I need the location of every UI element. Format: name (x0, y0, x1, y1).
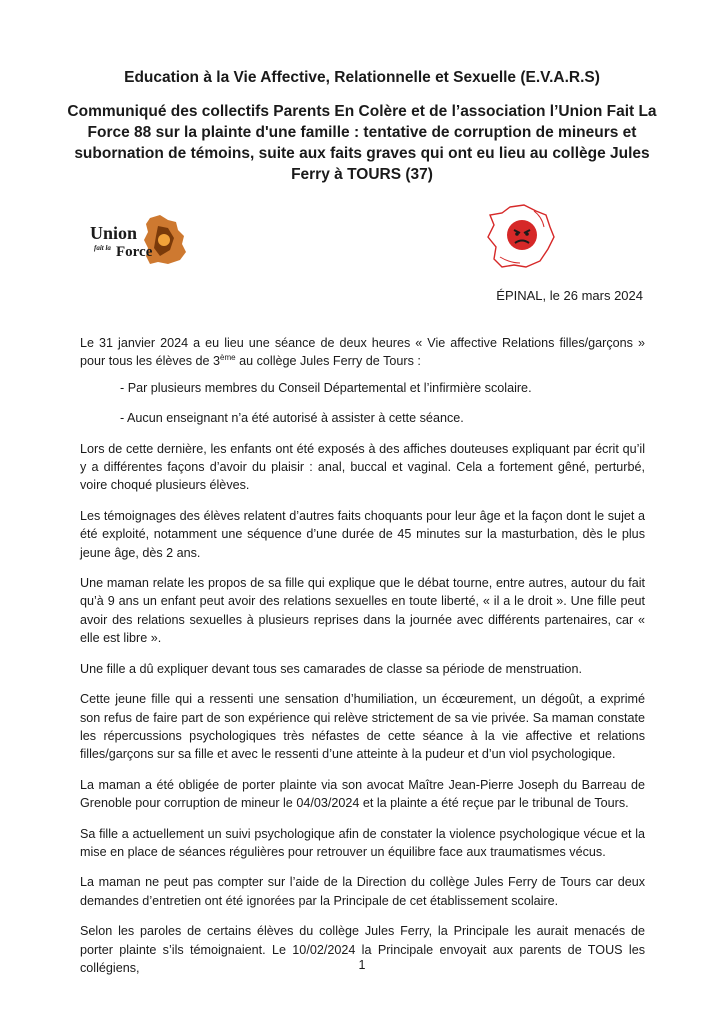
document-title: Education à la Vie Affective, Relationnelle et Sexuelle (E.V.A.R.S) (124, 69, 600, 86)
paragraph: Cette jeune fille qui a ressenti une sensation d’humiliation, un écœurement, un dégoût, a exprimé son refus de faire part de son expérience qui relève strictement de sa vie privée. Sa maman constate les répercussions psychologiques très néfastes de cette séance à la vie affective et relations filles/garçons sur sa fille et avec le ressenti d’une atteinte à la pudeur et d’un viol psychologique. (80, 692, 645, 762)
logo-word-force: Force (116, 244, 153, 260)
dateline: ÉPINAL, le 26 mars 2024 (496, 288, 643, 303)
paragraph: Sa fille a actuellement un suivi psychologique afin de constater la violence psychologique vécue et la mise en place de séances régulières pour retrouver un équilibre face aux traumatismes vécus. (80, 826, 645, 859)
logo-word-union: Union (90, 223, 138, 243)
paragraph: Une fille a dû expliquer devant tous ses camarades de classe sa période de menstruation. (80, 661, 582, 676)
union-fait-la-force-logo (88, 212, 194, 268)
paragraph: Une maman relate les propos de sa fille qui explique que le débat tourne, entre autres, autour du fait qu’à 9 ans un enfant peut avoir des relations sexuelles en toute liberté, « il a le droit ». Une fille peut avoir des relations sexuelles à plusieurs reprises dans la journée avec différents partenaires, car « elle est libre ». (80, 576, 645, 646)
document-body (80, 334, 645, 989)
paragraph: La maman ne peut pas compter sur l’aide de la Direction du collège Jules Ferry de Tours car deux demandes d’entretien ont été ignorées par la Principale de cet établissement scolaire. (80, 875, 645, 908)
angry-face-icon (507, 220, 537, 250)
parents-en-colere-logo (480, 203, 558, 273)
logo-word-fait-la: fait la (94, 244, 111, 252)
paragraph: Selon les paroles de certains élèves du collège Jules Ferry, la Principale les aurait menacés de porter plainte s’ils témoignaient. Le 10/02/2024 la Principale envoyait aux parents de TOUS les collégiens, (80, 924, 645, 975)
document-subtitle: Communiqué des collectifs Parents En Colère et de l’association l’Union Fait La Force 88 sur la plainte d'une famille : tentative de corruption de mineurs et subornation de témoins, suite aux faits graves qui ont eu lieu au collège Jules Ferry à TOURS (37) (67, 103, 657, 183)
bullet-item: - Par plusieurs membres du Conseil Départemental et l’infirmière scolaire. (80, 379, 645, 397)
page-number: 1 (358, 958, 366, 972)
paragraph: Les témoignages des élèves relatent d’autres faits choquants pour leur âge et la façon dont le sujet a été exploité, notamment une séquence d’une durée de 45 minutes sur la masturbation, dès le plus jeune âge, dès 2 ans. (80, 508, 645, 560)
paragraph: La maman a été obligée de porter plainte via son avocat Maître Jean-Pierre Joseph du Barreau de Grenoble pour corruption de mineur le 04/03/2024 et la plainte a été reçue par le tribunal de Tours. (80, 777, 645, 811)
bullet-item: - Aucun enseignant n’a été autorisé à assister à cette séance. (80, 409, 645, 427)
paragraph: Lors de cette dernière, les enfants ont été exposés à des affiches douteuses expliquant par écrit qu’il y a différentes façons d’avoir du plaisir : anal, buccal et vaginal. Cela a fortement gêné, perturbé, voire choqué plusieurs élèves. (80, 441, 645, 493)
paragraph-intro: Le 31 janvier 2024 a eu lieu une séance de deux heures « Vie affective Relations filles/garçons » pour tous les élèves de 3ème au collège Jules Ferry de Tours : (80, 336, 645, 369)
